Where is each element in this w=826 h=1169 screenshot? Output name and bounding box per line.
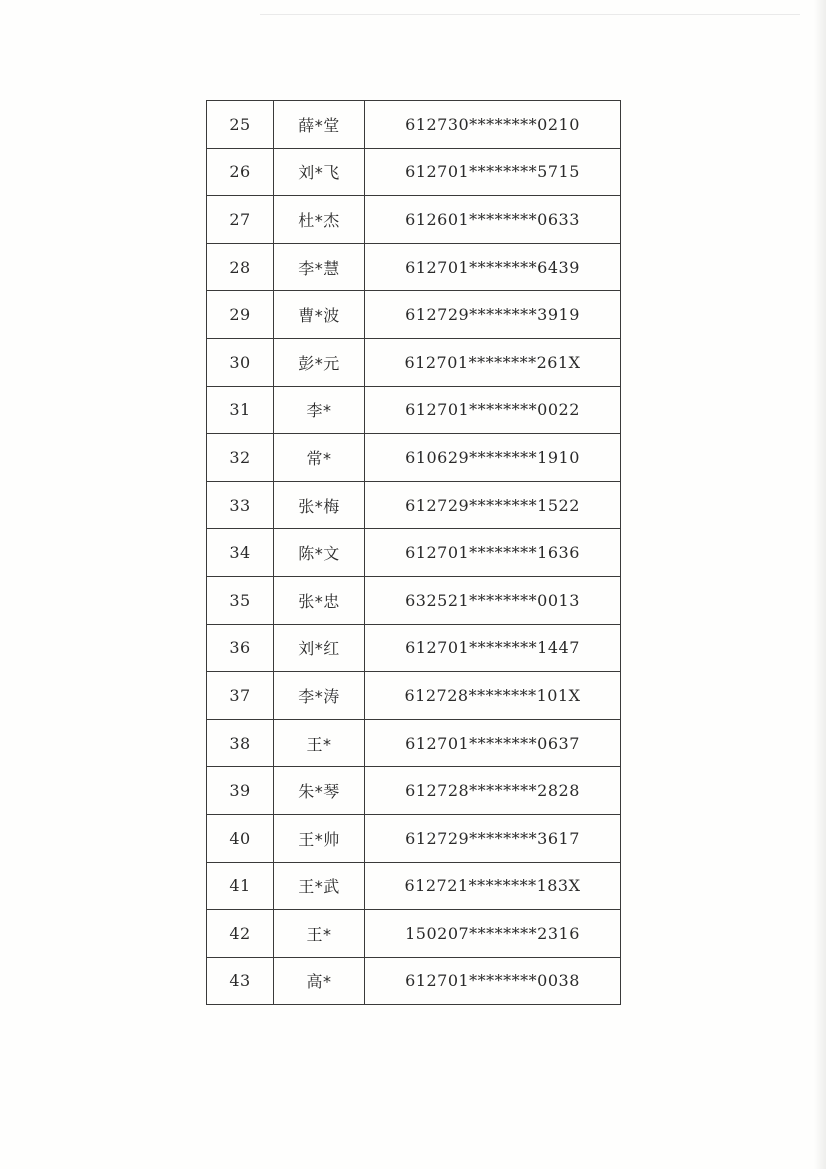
- person-name-cell: 刘*红: [274, 624, 365, 672]
- person-name-cell: 刘*飞: [274, 148, 365, 196]
- page-edge-shadow: [814, 0, 826, 1169]
- person-name-cell: 彭*元: [274, 338, 365, 386]
- masked-id-number-cell: 610629********1910: [365, 434, 621, 482]
- masked-id-number-cell: 612729********1522: [365, 481, 621, 529]
- table-row: [207, 196, 621, 244]
- person-name-cell: 李*涛: [274, 672, 365, 720]
- masked-id-number-cell: 612701********1447: [365, 624, 621, 672]
- masked-id-number-cell: 612701********6439: [365, 243, 621, 291]
- masked-id-number-cell: 612701********0022: [365, 386, 621, 434]
- person-name-cell: 王*: [274, 910, 365, 958]
- table-row: [207, 719, 621, 767]
- masked-id-number-cell: 612701********0637: [365, 719, 621, 767]
- row-number-cell: 43: [207, 957, 274, 1005]
- row-number-cell: 38: [207, 719, 274, 767]
- person-name-cell: 高*: [274, 957, 365, 1005]
- table-row: [207, 243, 621, 291]
- table-row: [207, 291, 621, 339]
- person-name-cell: 王*武: [274, 862, 365, 910]
- table-row: [207, 529, 621, 577]
- table-row: [207, 576, 621, 624]
- person-name-cell: 李*: [274, 386, 365, 434]
- person-name-cell: 杜*杰: [274, 196, 365, 244]
- person-name-cell: 朱*琴: [274, 767, 365, 815]
- person-name-cell: 李*慧: [274, 243, 365, 291]
- row-number-cell: 33: [207, 481, 274, 529]
- table-row: [207, 101, 621, 149]
- table-row: [207, 386, 621, 434]
- row-number-cell: 41: [207, 862, 274, 910]
- row-number-cell: 30: [207, 338, 274, 386]
- masked-id-number-cell: 612701********1636: [365, 529, 621, 577]
- masked-id-number-cell: 612601********0633: [365, 196, 621, 244]
- row-number-cell: 35: [207, 576, 274, 624]
- masked-id-number-cell: 612728********101X: [365, 672, 621, 720]
- row-number-cell: 36: [207, 624, 274, 672]
- row-number-cell: 29: [207, 291, 274, 339]
- table-row: [207, 148, 621, 196]
- masked-id-number-cell: 612730********0210: [365, 101, 621, 149]
- row-number-cell: 37: [207, 672, 274, 720]
- masked-id-number-cell: 612701********261X: [365, 338, 621, 386]
- row-number-cell: 32: [207, 434, 274, 482]
- row-number-cell: 42: [207, 910, 274, 958]
- table-row: [207, 624, 621, 672]
- scan-edge-line: [260, 14, 800, 15]
- roster-table-body: [207, 101, 621, 1005]
- row-number-cell: 28: [207, 243, 274, 291]
- person-name-cell: 薛*堂: [274, 101, 365, 149]
- table-row: [207, 814, 621, 862]
- person-name-cell: 曹*波: [274, 291, 365, 339]
- row-number-cell: 40: [207, 814, 274, 862]
- masked-id-number-cell: 612729********3617: [365, 814, 621, 862]
- table-row: [207, 338, 621, 386]
- person-name-cell: 张*梅: [274, 481, 365, 529]
- masked-id-number-cell: 612701********0038: [365, 957, 621, 1005]
- masked-id-number-cell: 612701********5715: [365, 148, 621, 196]
- masked-id-number-cell: 612729********3919: [365, 291, 621, 339]
- table-row: [207, 434, 621, 482]
- table-row: [207, 957, 621, 1005]
- row-number-cell: 31: [207, 386, 274, 434]
- person-name-cell: 王*: [274, 719, 365, 767]
- row-number-cell: 27: [207, 196, 274, 244]
- masked-id-number-cell: 632521********0013: [365, 576, 621, 624]
- row-number-cell: 34: [207, 529, 274, 577]
- row-number-cell: 39: [207, 767, 274, 815]
- row-number-cell: 25: [207, 101, 274, 149]
- table-row: [207, 910, 621, 958]
- person-name-cell: 张*忠: [274, 576, 365, 624]
- person-name-cell: 陈*文: [274, 529, 365, 577]
- table-row: [207, 767, 621, 815]
- table-row: [207, 862, 621, 910]
- person-name-cell: 王*帅: [274, 814, 365, 862]
- masked-id-number-cell: 612721********183X: [365, 862, 621, 910]
- masked-id-number-cell: 150207********2316: [365, 910, 621, 958]
- roster-table: [206, 100, 621, 1005]
- row-number-cell: 26: [207, 148, 274, 196]
- table-row: [207, 672, 621, 720]
- table-row: [207, 481, 621, 529]
- masked-id-number-cell: 612728********2828: [365, 767, 621, 815]
- person-name-cell: 常*: [274, 434, 365, 482]
